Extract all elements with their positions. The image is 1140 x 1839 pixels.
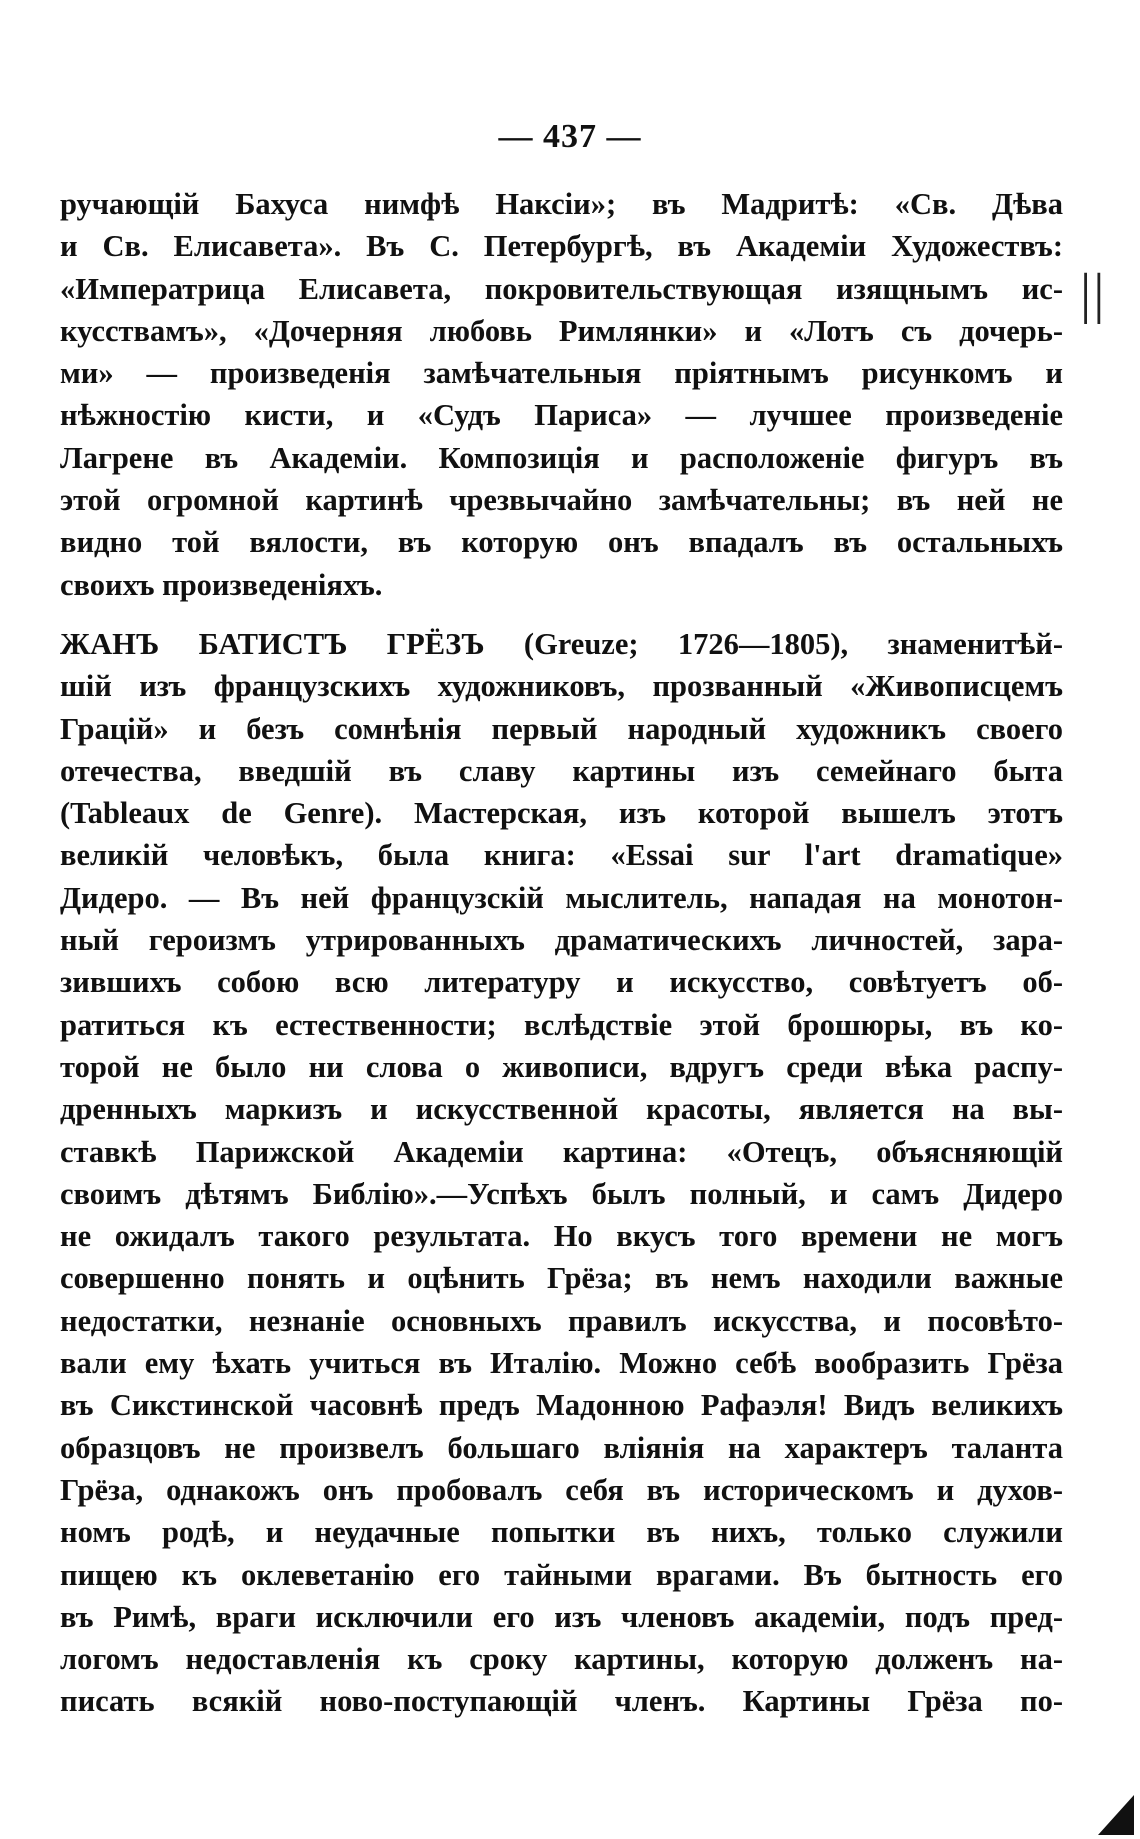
text-line: ставкѣ Парижской Академіи картина: «Отецъ, объясняющій [60,1134,1063,1169]
text-line: Грацій» и безъ сомнѣнія первый народный художникъ своего [60,711,1063,746]
scan-corner-mark [1098,1795,1134,1835]
margin-mark: || [1080,263,1107,325]
text-line: отечества, введшій въ славу картины изъ семейнаго быта [60,753,1063,788]
text-line: въ Римѣ, враги исключили его изъ членовъ академіи, подъ пред- [60,1599,1063,1634]
text-line: не ожидалъ такого результата. Но вкусъ того времени не могъ [60,1219,1063,1254]
text-line: дренныхъ маркизъ и искусственной красоты, является на вы- [60,1092,1063,1127]
text-line: Грёза, однакожъ онъ пробовалъ себя въ историческомъ и духов- [60,1472,1063,1507]
text-line: писать всякій ново-поступающій членъ. Картины Грёза по- [60,1684,1063,1719]
text-line: ЖАНЪ БАТИСТЪ ГРЁЗЪ (Greuze; 1726—1805), знаменитѣй- [60,626,1063,661]
page-number: — 437 — [498,118,642,155]
text-line: образцовъ не произвелъ большаго вліянія на характеръ таланта [60,1430,1063,1465]
text-line: «Императрица Елисавета, покровительствующая изящнымъ ис- [60,271,1063,306]
paragraph-1 [60,183,1063,606]
page-body [60,183,1063,1723]
text-line: видно той вялости, въ которую онъ впадалъ въ остальныхъ [60,525,1063,560]
text-line: этой огромной картинѣ чрезвычайно замѣчательны; въ ней не [60,483,1063,518]
text-line: великій человѣкъ, была книга: «Essai sur l'art dramatique» [60,838,1063,873]
text-line: своихъ произведеніяхъ. [60,567,383,602]
text-line: нѣжностію кисти, и «Судъ Париса» — лучшее произведеніе [60,398,1063,433]
text-line: недостатки, незнаніе основныхъ правилъ искусства, и посовѣто- [60,1303,1063,1338]
text-line: зившихъ собою всю литературу и искусство, совѣтуетъ об- [60,965,1063,1000]
text-line: торой не было ни слова о живописи, вдругъ среди вѣка распу- [60,1049,1063,1084]
paragraph-2 [60,623,1063,1723]
text-line: пищею къ оклеветанію его тайными врагами. Въ бытность его [60,1557,1063,1592]
text-line: и Св. Елисавета». Въ С. Петербургѣ, въ Академіи Художествъ: [60,229,1063,264]
text-line: ратиться къ естественности; вслѣдствіе этой брошюры, въ ко- [60,1007,1063,1042]
text-line: (Tableaux de Genre). Мастерская, изъ которой вышелъ этотъ [60,796,1063,831]
text-line: Лагрене въ Академіи. Композиція и расположеніе фигуръ въ [60,440,1063,475]
text-line: Дидеро. — Въ ней французскій мыслитель, нападая на монотон- [60,880,1063,915]
text-line: вали ему ѣхать учиться въ Италію. Можно себѣ вообразить Грёза [60,1346,1063,1381]
text-line: кусствамъ», «Дочерняя любовь Римлянки» и «Лотъ съ дочерь- [60,313,1063,348]
text-line: номъ родѣ, и неудачные попытки въ нихъ, только служили [60,1515,1063,1550]
text-line: совершенно понять и оцѣнить Грёза; въ немъ находили важные [60,1261,1063,1296]
text-line: своимъ дѣтямъ Библію».—Успѣхъ былъ полный, и самъ Дидеро [60,1176,1063,1211]
text-line: въ Сикстинской часовнѣ предъ Мадонною Рафаэля! Видъ великихъ [60,1388,1063,1423]
text-line: ручающій Бахуса нимфѣ Наксіи»; въ Мадритѣ: «Св. Дѣва [60,187,1063,221]
text-line: ми» — произведенія замѣчательныя пріятнымъ рисункомъ и [60,356,1063,391]
text-line: логомъ недоставленія къ сроку картины, которую долженъ на- [60,1642,1063,1677]
text-line: шій изъ французскихъ художниковъ, прозванный «Живописцемъ [60,669,1063,704]
text-line: ный героизмъ утрированныхъ драматическихъ личностей, зара- [60,923,1063,958]
